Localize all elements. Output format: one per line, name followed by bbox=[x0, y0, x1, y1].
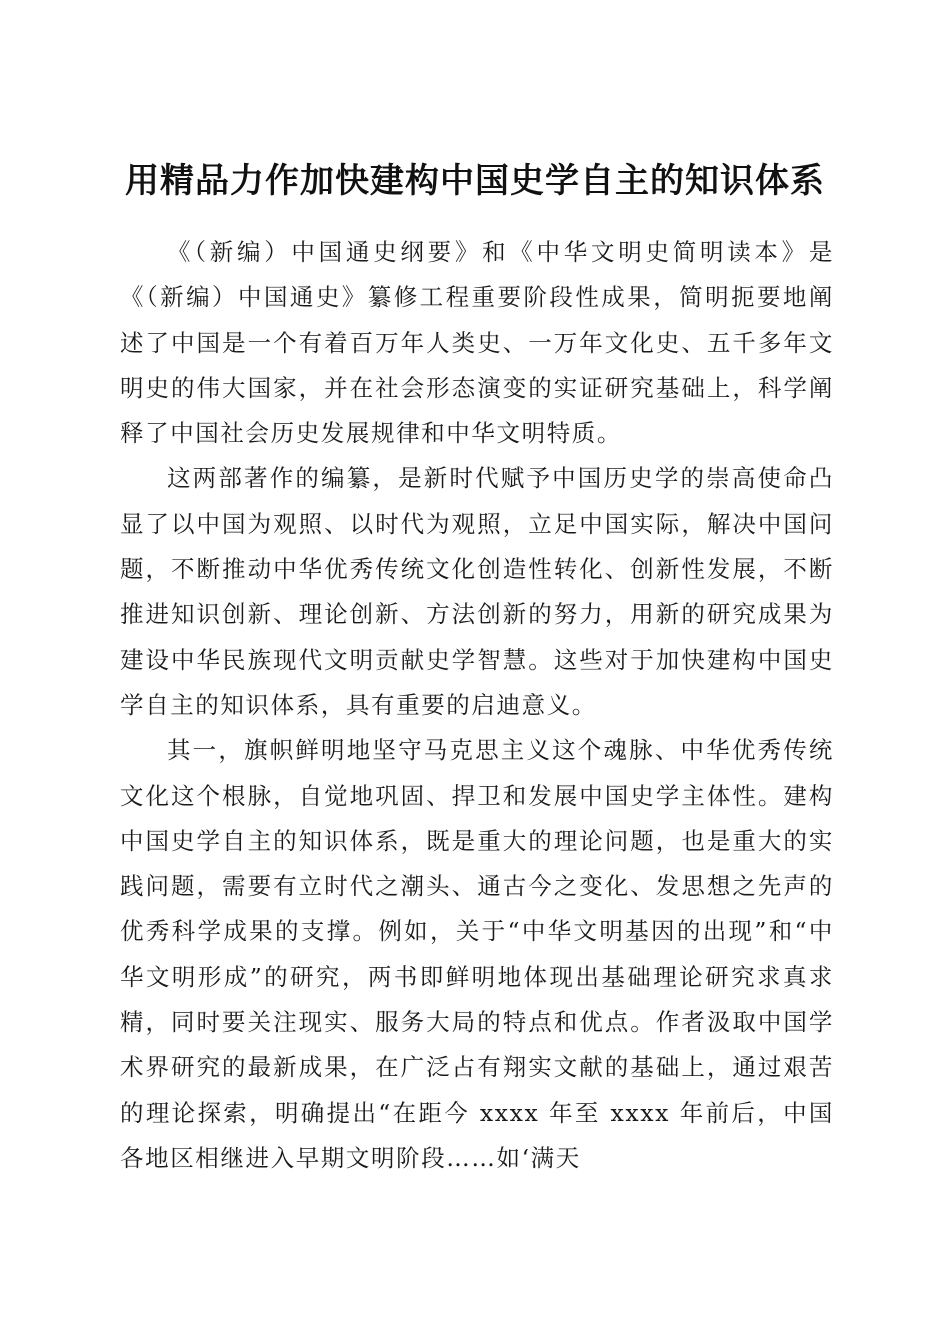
paragraph-2: 这两部著作的编纂，是新时代赋予中国历史学的崇高使命凸显了以中国为观照、以时代为观照，立足中国实际，解决中国问题，不断推动中华优秀传统文化创造性转化、创新性发展，不断推进知识创新、理论创新、方法创新的努力，用新的研究成果为建设中华民族现代文明贡献史学智慧。这些对于加快建构中国史学自主的知识体系，具有重要的启迪意义。 bbox=[120, 464, 834, 719]
page-title: 用精品力作加快建构中国史学自主的知识体系 bbox=[125, 160, 825, 201]
paragraph-1: 《（新编）中国通史纲要》和《中华文明史简明读本》是《（新编）中国通史》纂修工程重要阶段性成果，简明扼要地阐述了中国是一个有着百万年人类史、一万年文化史、五千多年文明史的伟大国家，并在社会形态演变的实证研究基础上，科学阐释了中国社会历史发展规律和中华文明特质。 bbox=[120, 238, 834, 448]
paragraph-3: 其一，旗帜鲜明地坚守马克思主义这个魂脉、中华优秀传统文化这个根脉，自觉地巩固、捍卫和发展中国史学主体性。建构中国史学自主的知识体系，既是重大的理论问题，也是重大的实践问题，需要有立时代之潮头、通古今之变化、发思想之先声的优秀科学成果的支撑。例如，关于“中华文明基因的出现”和“中华文明形成”的研究，两书即鲜明地体现出基础理论研究求真求精，同时要关注现实、服务大局的特点和优点。作者汲取中国学术界研究的最新成果，在广泛占有翔实文献的基础上，通过艰苦的理论探索，明确提出“在距今 xxxx 年至 xxxx 年前后，中国各地区相继进入早期文明阶段……如‘满天 bbox=[120, 736, 834, 1172]
article-body bbox=[120, 230, 834, 1181]
